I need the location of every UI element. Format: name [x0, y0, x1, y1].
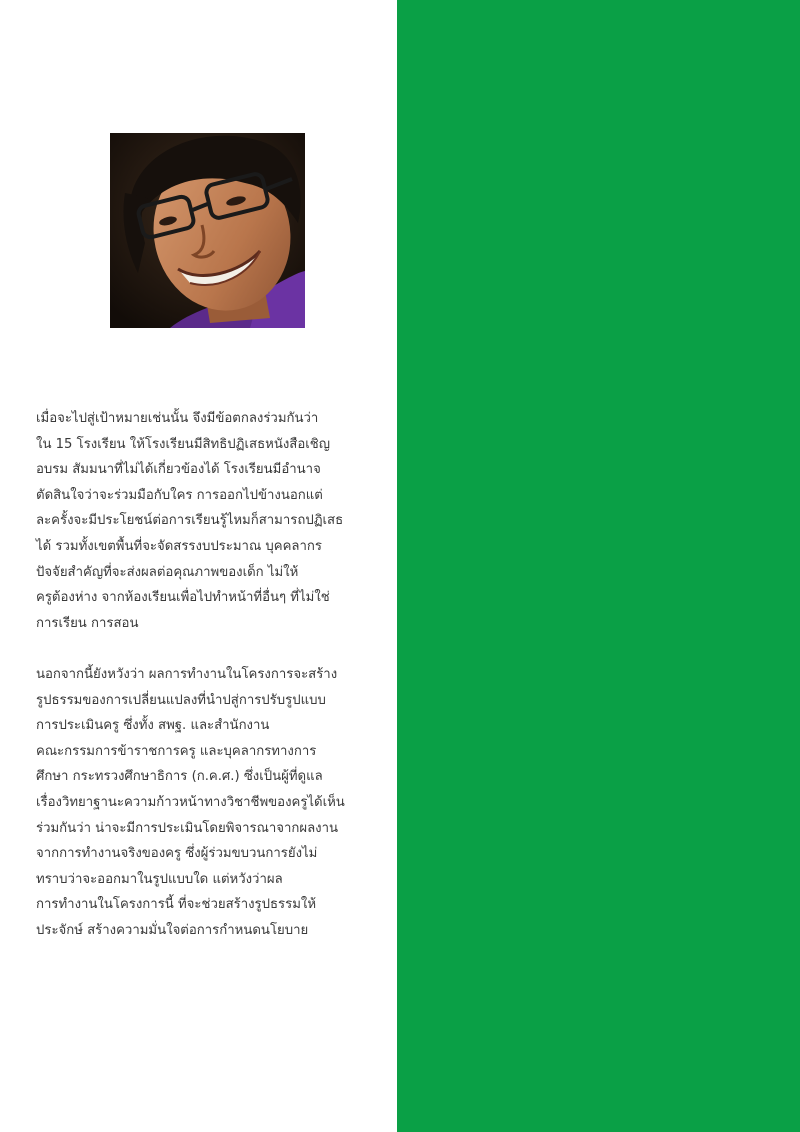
text-line: นอกจากนี้ยังหวังว่า ผลการทำงานในโครงการจะสร้าง	[36, 666, 338, 682]
text-line: ร่วมกันว่า น่าจะมีการประเมินโดยพิจารณาจากผลงาน	[36, 820, 339, 836]
text-line: การทำงานในโครงการนี้ ที่จะช่วยสร้างรูปธรรมให้	[36, 897, 317, 913]
text-line: ตัดสินใจว่าจะร่วมมือกับใคร การออกไปข้างนอกแต่	[36, 487, 323, 503]
green-color-panel	[397, 0, 800, 1132]
paragraph-1	[36, 406, 381, 636]
text-line: จากการทำงานจริงของครู ซึ่งผู้ร่วมขบวนการยังไม่	[36, 846, 318, 862]
paragraph-2	[36, 662, 381, 944]
article-body	[36, 406, 381, 943]
text-line: ใน 15 โรงเรียน ให้โรงเรียนมีสิทธิปฏิเสธหนังสือเชิญ	[36, 436, 330, 452]
text-line: รูปธรรมของการเปลี่ยนแปลงที่นำปสู่การปรับรูปแบบ	[36, 692, 326, 708]
text-line: การเรียน การสอน	[36, 615, 139, 631]
text-line: ครูต้องห่าง จากห้องเรียนเพื่อไปทำหน้าที่อื่นๆ ที่ไม่ใช่	[36, 590, 330, 606]
text-line: เรื่องวิทยาฐานะความก้าวหน้าทางวิชาชีพของครูได้เห็น	[36, 794, 345, 810]
text-line: อบรม สัมมนาที่ไม่ได้เกี่ยวข้องได้ โรงเรียนมีอำนาจ	[36, 462, 321, 478]
text-line: ทราบว่าจะออกมาในรูปแบบใด แต่หวังว่าผล	[36, 871, 283, 887]
text-line: เมื่อจะไปสู่เป้าหมายเช่นนั้น จึงมีข้อตกลงร่วมกันว่า	[36, 411, 319, 426]
text-line: การประเมินครู ซึ่งทั้ง สพฐ. และสำนักงาน	[36, 718, 270, 734]
text-line: ละครั้งจะมีประโยชน์ต่อการเรียนรู้ไหมก็สามารถปฏิเสธ	[36, 513, 344, 529]
text-line: ปัจจัยสำคัญที่จะส่งผลต่อคุณภาพของเด็ก ไม่ให้	[36, 564, 299, 580]
text-line: ได้ รวมทั้งเขตพื้นที่จะจัดสรรงบประมาณ บุคคลากร	[36, 538, 322, 554]
text-line: ประจักษ์ สร้างความมั่นใจต่อการกำหนดนโยบาย	[36, 922, 309, 938]
text-line: คณะกรรมการข้าราชการครู และบุคลากรทางการ	[36, 743, 317, 759]
portrait-photo	[110, 133, 305, 328]
portrait-photo-icon	[110, 133, 305, 328]
text-column	[0, 0, 397, 1132]
text-line: ศึกษา กระทรวงศึกษาธิการ (ก.ค.ศ.) ซึ่งเป็นผู้ที่ดูแล	[36, 769, 323, 785]
